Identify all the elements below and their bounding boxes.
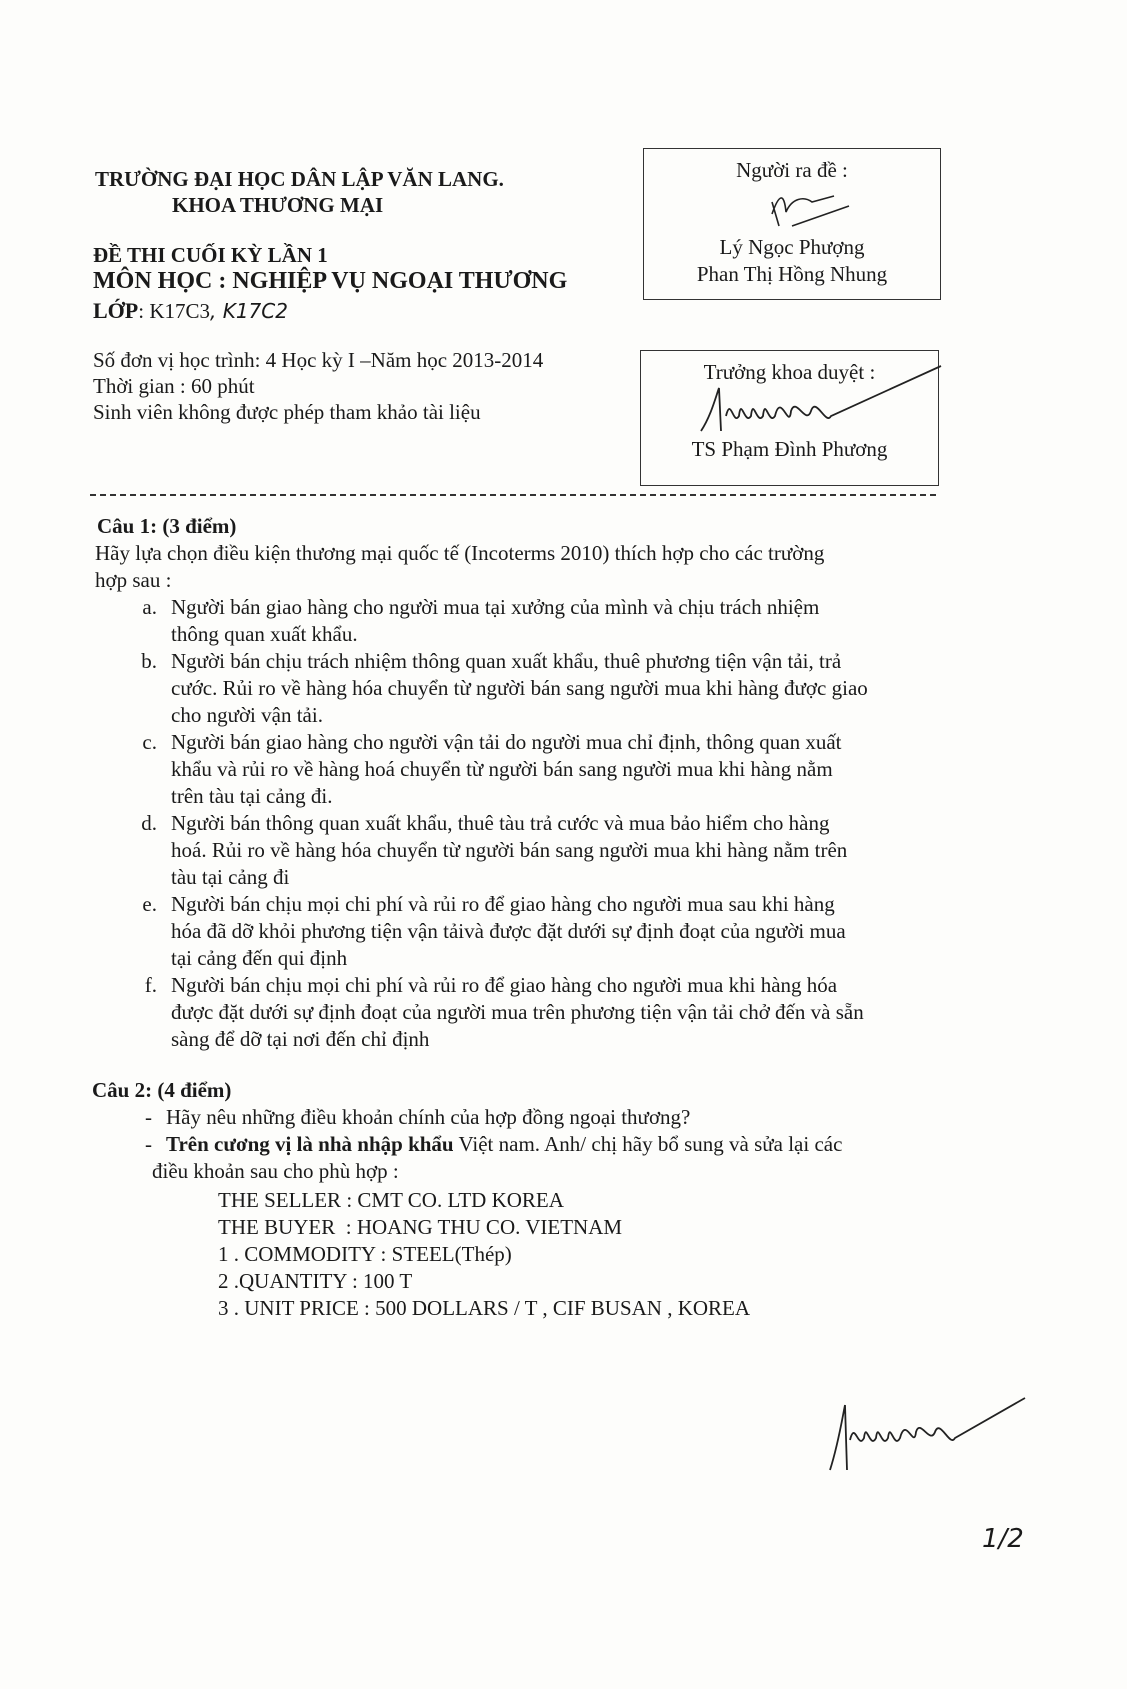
question-1-item <box>97 594 868 648</box>
item-line: Người bán chịu trách nhiệm thông quan xuất khẩu, thuê phương tiện vận tải, trả <box>171 649 842 673</box>
question-1 <box>97 513 868 1053</box>
item-line: khẩu và rủi ro về hàng hoá chuyển từ người bán sang người mua khi hàng nằm <box>171 757 833 781</box>
item-line: Người bán chịu mọi chi phí và rủi ro để giao hàng cho người mua khi hàng hóa <box>171 973 838 997</box>
item-line: Người bán chịu mọi chi phí và rủi ro để giao hàng cho người mua sau khi hàng <box>171 892 835 916</box>
page-number: 1/2 <box>982 1524 1024 1554</box>
contract-seller: THE SELLER : CMT CO. LTD KOREA <box>218 1188 564 1212</box>
question-1-intro-1: Hãy lựa chọn điều kiện thương mại quốc tế (Incoterms 2010) thích hợp cho các trường <box>95 541 825 565</box>
class-label: LỚP <box>93 298 139 323</box>
question-2-title: Câu 2: (4 điểm) <box>92 1078 232 1102</box>
approval-box <box>640 350 939 486</box>
separator-line <box>90 494 936 496</box>
item-line: hoá. Rủi ro về hàng hóa chuyển từ người bán sang người mua khi hàng nằm trên <box>171 838 848 862</box>
item-line: Người bán giao hàng cho người vận tải do người mua chỉ định, thông quan xuất <box>171 730 842 754</box>
item-line: sàng để dỡ tại nơi đến chỉ định <box>171 1027 430 1051</box>
dean-signature <box>641 386 961 436</box>
contract-quantity: 2 .QUANTITY : 100 T <box>218 1269 413 1293</box>
item-line: được đặt dưới sự định đoạt của người mua trên phương tiện vận tải chở đến và sẵn <box>171 1000 864 1024</box>
question-2-bullet-2-cont: điều khoản sau cho phù hợp : <box>152 1159 399 1183</box>
dean-name: TS Phạm Đình Phương <box>691 437 888 461</box>
question-1-item <box>97 648 868 729</box>
rules-line: Sinh viên không được phép tham khảo tài liệu <box>93 400 481 424</box>
item-line: thông quan xuất khẩu. <box>171 622 358 646</box>
question-1-item <box>97 972 868 1053</box>
item-line: trên tàu tại cảng đi. <box>171 784 333 808</box>
subject-title: MÔN HỌC : NGHIỆP VỤ NGOẠI THƯƠNG <box>93 268 568 294</box>
item-label: e. <box>142 892 157 916</box>
question-2 <box>92 1077 842 1322</box>
author-box <box>643 148 941 300</box>
item-line: tại cảng đến qui định <box>171 946 348 970</box>
question-1-item <box>97 891 868 972</box>
item-label: f. <box>144 973 157 997</box>
author-name-2: Phan Thị Hồng Nhung <box>696 262 888 286</box>
class-handwritten: , K17C2 <box>210 299 288 323</box>
exam-title: ĐỀ THI CUỐI KỲ LẦN 1 <box>93 243 328 267</box>
contract-commodity: 1 . COMMODITY : STEEL(Thép) <box>218 1242 512 1266</box>
credits-line: Số đơn vị học trình: 4 Học kỳ I –Năm học 2013-2014 <box>93 348 544 372</box>
item-label: b. <box>141 649 157 673</box>
contract-terms <box>92 1187 842 1322</box>
school-name: TRƯỜNG ĐẠI HỌC DÂN LẬP VĂN LANG. <box>95 167 504 191</box>
item-line: Người bán giao hàng cho người mua tại xưởng của mình và chịu trách nhiệm <box>171 595 820 619</box>
item-label: c. <box>142 730 157 754</box>
item-line: cước. Rủi ro về hàng hóa chuyển từ người bán sang người mua khi hàng được giao <box>171 676 868 700</box>
item-line: tàu tại cảng đi <box>171 865 290 889</box>
question-1-item <box>97 810 868 891</box>
question-1-title: Câu 1: (3 điểm) <box>97 514 237 538</box>
question-1-intro-2: hợp sau : <box>95 568 172 592</box>
faculty-name: KHOA THƯƠNG MẠI <box>172 193 384 217</box>
item-line: cho người vận tải. <box>171 703 323 727</box>
approval-box-title: Trưởng khoa duyệt : <box>703 360 876 384</box>
item-line: hóa đã dỡ khỏi phương tiện vận tảivà được đặt dưới sự định đoạt của người mua <box>171 919 846 943</box>
contract-unit-price: 3 . UNIT PRICE : 500 DOLLARS / T , CIF BUSAN , KOREA <box>218 1296 751 1320</box>
question-2-bullet-1: - Hãy nêu những điều khoản chính của hợp đồng ngoại thương? <box>145 1105 691 1129</box>
class-value: : K17C3 <box>138 299 210 323</box>
duration-line: Thời gian : 60 phút <box>93 374 255 398</box>
question-1-item <box>97 729 868 810</box>
author-name-1: Lý Ngọc Phượng <box>719 235 865 259</box>
item-label: d. <box>141 811 157 835</box>
author-signature <box>644 184 940 234</box>
footer-signature <box>820 1390 1040 1480</box>
class-line <box>93 297 288 325</box>
question-2-bullet-2: - Trên cương vị là nhà nhập khẩu Việt nam. Anh/ chị hãy bổ sung và sửa lại các <box>145 1132 843 1156</box>
item-line: Người bán thông quan xuất khẩu, thuê tàu trả cước và mua bảo hiểm cho hàng <box>171 811 830 835</box>
contract-buyer: THE BUYER : HOANG THU CO. VIETNAM <box>218 1215 623 1239</box>
item-label: a. <box>142 595 157 619</box>
author-box-title: Người ra đề : <box>736 158 848 182</box>
